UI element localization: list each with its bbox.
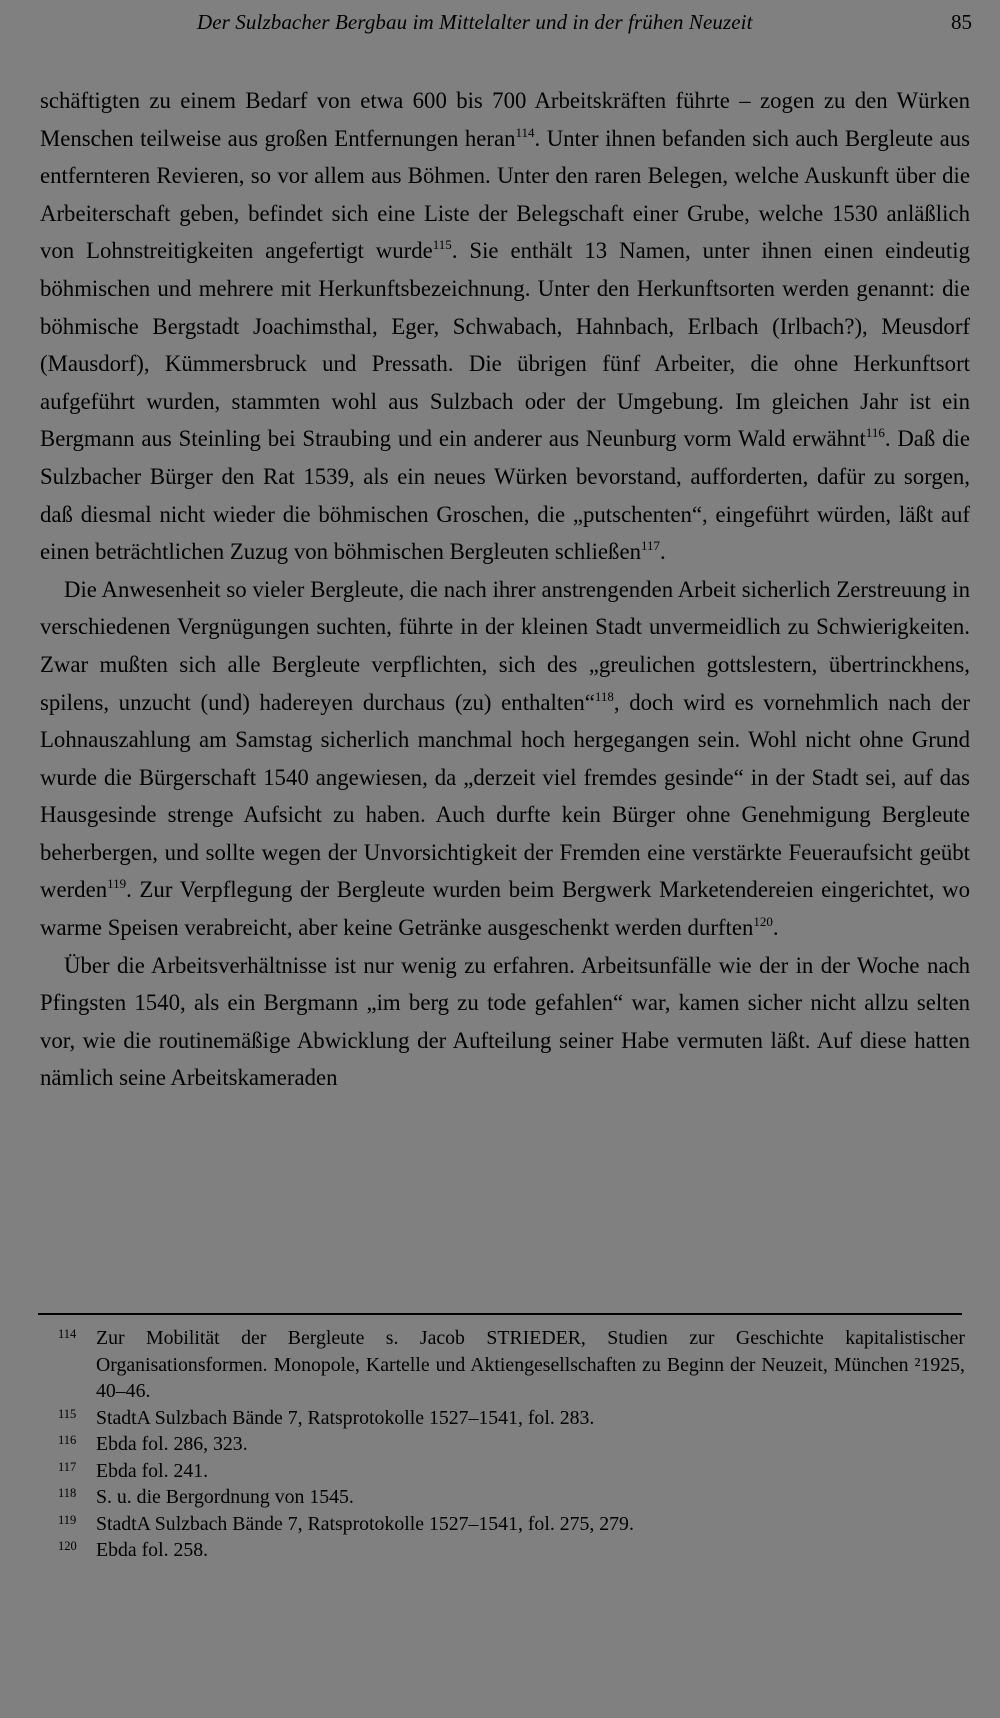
footnote-number: 115 [58,1406,77,1421]
footnote-divider [38,1313,962,1315]
running-title: Der Sulzbacher Bergbau im Mittelalter und in der frühen Neuzeit [197,10,753,34]
footnote-number: 114 [58,1327,77,1341]
footnote [40,1511,965,1538]
footnote-number: 117 [58,1459,77,1474]
text-run: . Sie enthält 13 Namen, unter ihnen einen eindeutig böhmischen und mehrere mit Herkunftsbezeichnung. Unter den Herkunftsorten werden genannt: die böhmische Bergstadt Joachimsthal, Eger, Schwabach, Hahnbach, Erlbach (Irlbach?), Meusdorf (Mausdorf), Kümmersbruck und Pressath. Die übrigen fünf Arbeiter, die ohne Herkunftsort aufgeführt wurden, stammten wohl aus Sulzbach oder der Umgebung. Im gleichen Jahr ist ein Bergmann aus Steinling bei Straubing und ein anderer aus Neunburg vorm Wald erwähnt [40,238,970,452]
footnote-reference[interactable]: 117 [640,538,660,554]
text-run: schäftigten zu einem Bedarf von etwa 600 bis 700 Arbeitskräften führte – zogen zu den Würken Menschen teilweise aus großen Entfernungen heran [40,88,970,151]
footnote-text: Zur Mobilität der Bergleute s. Jacob STRIEDER, Studien zur Geschichte kapitalistischer Organisationsformen. Monopole, Kartelle und Aktiengesellschaften zu Beginn der Neuzeit, München ²1925, 40–46. [96,1327,965,1402]
text-run: . [660,539,666,565]
page-header [40,10,972,42]
footnote-text: Ebda fol. 258. [96,1539,209,1561]
paragraph [40,82,970,571]
text-run: . Zur Verpflegung der Bergleute wurden beim Bergwerk Marketendereien eingerichtet, wo warme Speisen verabreicht, aber keine Getränke ausgeschenkt werden durften [40,877,970,941]
footnote-number: 116 [58,1433,77,1447]
footnote-number: 119 [58,1512,77,1527]
footnote [40,1431,965,1458]
footnote-text: StadtA Sulzbach Bände 7, Ratsprotokolle 1527–1541, fol. 283. [96,1406,595,1429]
footnote-text: S. u. die Bergordnung von 1545. [96,1486,354,1508]
footnote [40,1484,965,1511]
footnote-reference[interactable]: 116 [865,425,885,441]
text-run: . Unter ihnen befanden sich auch Bergleute aus entfernteren Revieren, so vor allem aus Böhmen. Unter den raren Belegen, welche Auskunft über die Arbeiterschaft geben, befindet sich eine Liste der Belegschaft einer Grube, welche 1530 anläßlich von Lohnstreitigkeiten angefertigt wurde [40,125,970,264]
footnote-number: 120 [58,1539,77,1553]
paragraph [40,947,970,1097]
footnote [40,1458,965,1485]
footnote-reference[interactable]: 115 [432,237,452,253]
footnote-reference[interactable]: 118 [594,688,614,704]
footnote [40,1325,965,1405]
footnote [40,1537,965,1564]
main-text [40,82,970,1097]
footnote-text: Ebda fol. 241. [96,1459,209,1482]
footnote-text: StadtA Sulzbach Bände 7, Ratsprotokolle 1527–1541, fol. 275, 279. [96,1512,634,1535]
footnote-reference[interactable]: 119 [107,876,127,892]
text-run: Über die Arbeitsverhältnisse ist nur wenig zu erfahren. Arbeitsunfälle wie der in der Woche nach Pfingsten 1540, als ein Bergmann „im berg zu tode gefahlen“ war, kamen sicher nicht allzu selten vor, wie die routinemäßige Abwicklung der Aufteilung seiner Habe vermuten läßt. Auf diese hatten nämlich seine Arbeitskameraden [40,952,970,1091]
text-run: Die Anwesenheit so vieler Bergleute, die nach ihrer anstrengenden Arbeit sicherlich Zerstreuung in verschiedenen Vergnügungen suchten, führte in der kleinen Stadt unvermeidlich zu Schwierigkeiten. Zwar mußten sich alle Bergleute verpflichten, sich des „greulichen gottslestern, übertrinckhens, spilens, unzucht (und) hadereyen durchaus (zu) enthalten“ [40,576,970,715]
footnote-number: 118 [58,1486,77,1500]
text-run: , doch wird es vornehmlich nach der Lohnauszahlung am Samstag sicherlich manchmal hoch hergegangen sein. Wohl nicht ohne Grund wurde die Bürgerschaft 1540 angewiesen, da „derzeit viel fremdes gesinde“ in der Stadt sei, auf das Hausgesinde strenge Aufsicht zu haben. Auch durfte kein Bürger ohne Genehmigung Bergleute beherbergen, und sollte wegen der Unvorsichtigkeit der Fremden eine verstärkte Feueraufsicht geübt werden [40,689,970,903]
footnote-text: Ebda fol. 286, 323. [96,1433,248,1455]
footnote [40,1405,965,1432]
footnote-reference[interactable]: 114 [515,124,535,140]
footnotes [40,1325,965,1564]
text-run: . Daß die Sulzbacher Bürger den Rat 1539, als ein neues Würken bevorstand, aufforderten, dafür zu sorgen, daß diesmal nicht wieder die böhmischen Groschen, die „putschenten“, eingeführt würden, läßt auf einen beträchtlichen Zuzug von böhmischen Bergleuten schließen [40,426,970,565]
page-number: 85 [951,10,972,34]
paragraph [40,571,970,947]
text-run: . [772,915,779,941]
footnote-reference[interactable]: 120 [753,914,773,930]
